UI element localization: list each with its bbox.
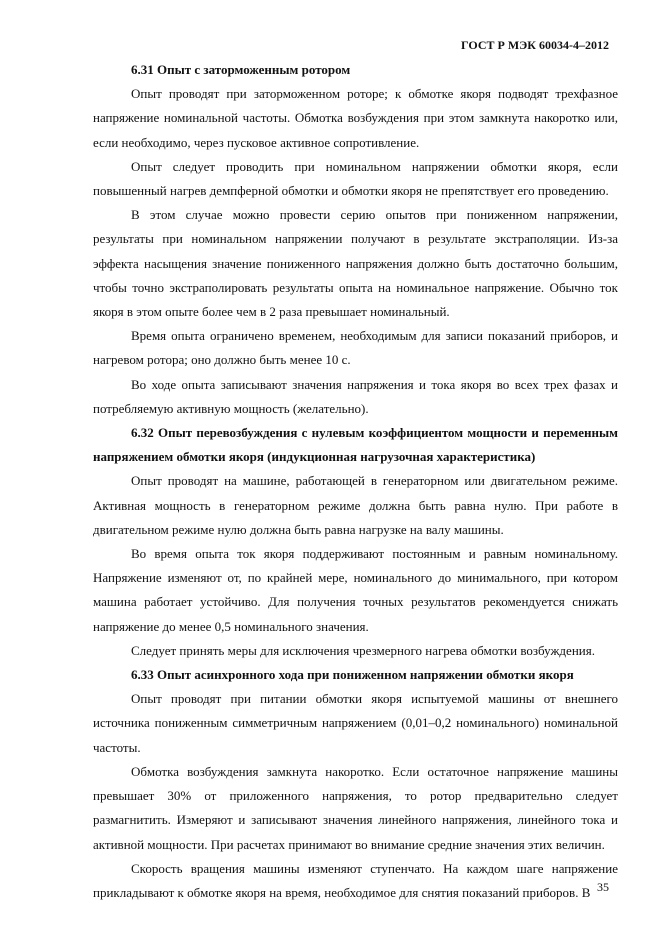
paragraph: Время опыта ограничено временем, необходимым для записи показаний приборов, и нагревом ротора; оно должно быть менее 10 с. xyxy=(93,328,618,368)
section-heading-6-31: 6.31 Опыт с заторможенным ротором xyxy=(131,62,351,77)
paragraph: Опыт проводят при питании обмотки якоря испытуемой машины от внешнего источника пониженным симметричным напряжением (0,01–0,2 номинального) номинальной частоты. xyxy=(93,691,618,755)
paragraph: Во ходе опыта записывают значения напряжения и тока якоря во всех трех фазах и потребляемую активную мощность (желательно). xyxy=(93,376,618,416)
paragraph: Опыт проводят на машине, работающей в генераторном или двигательном режиме. Активная мощность в генераторном режиме должна быть равна нулю. При работе в двигательном режиме нулю должна быть равна нагрузке на валу машины. xyxy=(93,473,618,537)
paragraph: Во время опыта ток якоря поддерживают постоянным и равным номинальному. Напряжение изменяют от, по крайней мере, номинального до минимального, при котором машина работает устойчиво. Для получения точных результатов рекомендуется снижать напряжение до менее 0,5 номинального значения. xyxy=(93,546,618,634)
paragraph: Обмотка возбуждения замкнута накоротко. Если остаточное напряжение машины превышает 30% от приложенного напряжения, то ротор предварительно следует размагнитить. Измеряют и записывают значения линейного напряжения, линейного тока и активной мощности. При расчетах принимают во внимание средние значения этих величин. xyxy=(93,763,618,852)
section-heading-6-32: 6.32 Опыт перевозбуждения с нулевым коэффициентом мощности и переменным напряжением обмотки якоря (индукционная нагрузочная характеристика) xyxy=(93,425,618,465)
page-number: 35 xyxy=(597,880,609,894)
paragraph: Скорость вращения машины изменяют ступенчато. На каждом шаге напряжение прикладывают к обмотке якоря на время, необходимое для снятия показаний приборов. В xyxy=(93,860,618,900)
paragraph: Следует принять меры для исключения чрезмерного нагрева обмотки возбуждения. xyxy=(131,642,595,658)
paragraph: Опыт проводят при заторможенном роторе; к обмотке якоря подводят трехфазное напряжение номинальной частоты. Обмотка возбуждения при этом замкнута накоротко или, если необходимо, через пусковое активное сопротивление. xyxy=(93,86,618,150)
document-body xyxy=(93,58,618,905)
document-standard-header: ГОСТ Р МЭК 60034-4–2012 xyxy=(461,38,609,52)
paragraph: Опыт следует проводить при номинальном напряжении обмотки якоря, если повышенный нагрев демпферной обмотки и обмотки якоря не препятствует его проведению. xyxy=(93,158,618,199)
section-heading-6-33: 6.33 Опыт асинхронного хода при пониженном напряжении обмотки якоря xyxy=(131,667,574,683)
paragraph: В этом случае можно провести серию опытов при пониженном напряжении, результаты при номинальном напряжении получают в результате экстраполяции. Из-за эффекта насыщения значение пониженного напряжения должно быть достаточно большим, чтобы точно экстраполировать результаты опыта на номинальное напряжение. Обычно ток якоря в этом опыте более чем в 2 раза превышает номинальный. xyxy=(93,207,618,320)
